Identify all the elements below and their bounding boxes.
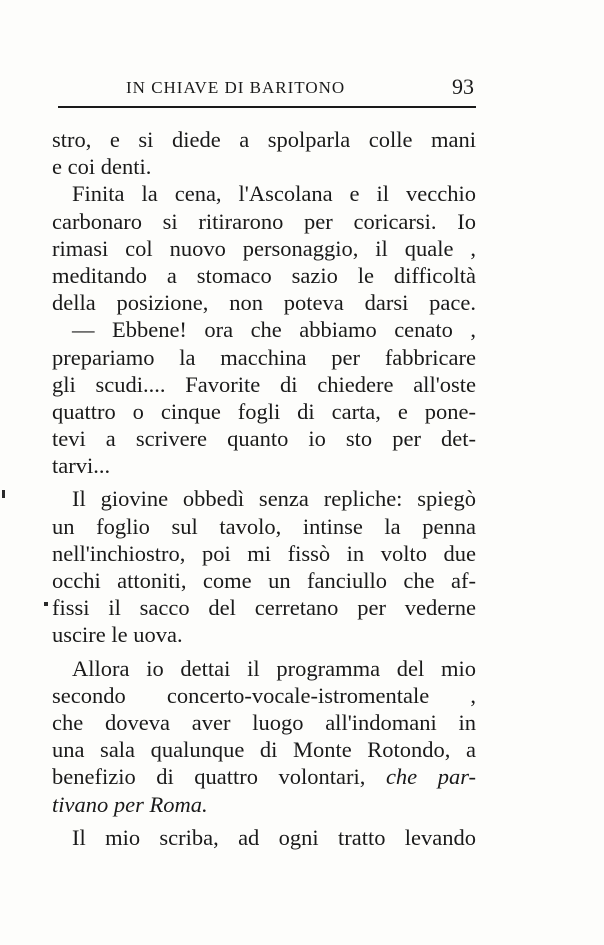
- text-line: tevi a scrivere quanto io sto per det-: [52, 426, 476, 452]
- text-line: gli scudi.... Favorite di chiedere all'oste: [52, 371, 476, 397]
- header-rule: [58, 106, 476, 108]
- text-line: che doveva aver luogo all'indomani in: [52, 709, 476, 735]
- text-line: rimasi col nuovo personaggio, il quale ,: [52, 235, 476, 261]
- body-text: [52, 126, 476, 851]
- margin-mark: [44, 602, 48, 606]
- text-span: benefizio di quattro volontari,: [52, 764, 386, 790]
- text-line: nell'inchiostro, poi mi fissò in volto due: [52, 540, 476, 566]
- page-number: 93: [452, 74, 474, 99]
- page-header: [52, 72, 476, 112]
- text-line: — Ebbene! ora che abbiamo cenato ,: [72, 317, 476, 343]
- text-line: Allora io dettai il programma del mio: [72, 655, 476, 681]
- text-line: quattro o cinque fogli di carta, e pone-: [52, 398, 476, 424]
- margin-mark: [2, 490, 5, 498]
- text-line: [52, 791, 476, 818]
- running-title: IN CHIAVE DI BARITONO: [126, 78, 346, 97]
- text-line: una sala qualunque di Monte Rotondo, a: [52, 737, 476, 763]
- paragraph: [52, 824, 476, 851]
- text-line: Il giovine obbedì senza repliche: spiegò: [72, 486, 476, 512]
- text-line: secondo concerto-vocale-istromentale ,: [52, 682, 476, 708]
- text-line: e coi denti.: [52, 154, 152, 180]
- text-line: occhi attoniti, come un fanciullo che af-: [52, 568, 476, 593]
- text-line: tarvi...: [52, 453, 111, 479]
- text-line: della posizione, non poteva darsi pace.: [52, 290, 476, 316]
- paragraph: [52, 316, 476, 479]
- paragraph: [52, 655, 476, 818]
- text-line: Il mio scriba, ad ogni tratto levando: [72, 824, 476, 850]
- italic-text: tivano per Roma.: [52, 791, 208, 817]
- text-line: [52, 763, 476, 790]
- text-line: uscire le uova.: [52, 622, 183, 648]
- text-line: fissi il sacco del cerretano per vederne: [52, 595, 476, 621]
- paragraph: [52, 485, 476, 648]
- paragraph: [52, 180, 476, 316]
- text-line: meditando a stomaco sazio le difficoltà: [52, 262, 476, 288]
- text-line: stro, e si diede a spolparla colle mani: [52, 127, 476, 152]
- italic-text: che par-: [385, 764, 476, 790]
- text-line: un foglio sul tavolo, intinse la penna: [52, 513, 476, 539]
- paragraph: [52, 126, 476, 180]
- text-line: carbonaro si ritirarono per coricarsi. Io: [52, 208, 476, 234]
- text-line: Finita la cena, l'Ascolana e il vecchio: [72, 181, 476, 207]
- text-line: prepariamo la macchina per fabbricare: [52, 344, 476, 370]
